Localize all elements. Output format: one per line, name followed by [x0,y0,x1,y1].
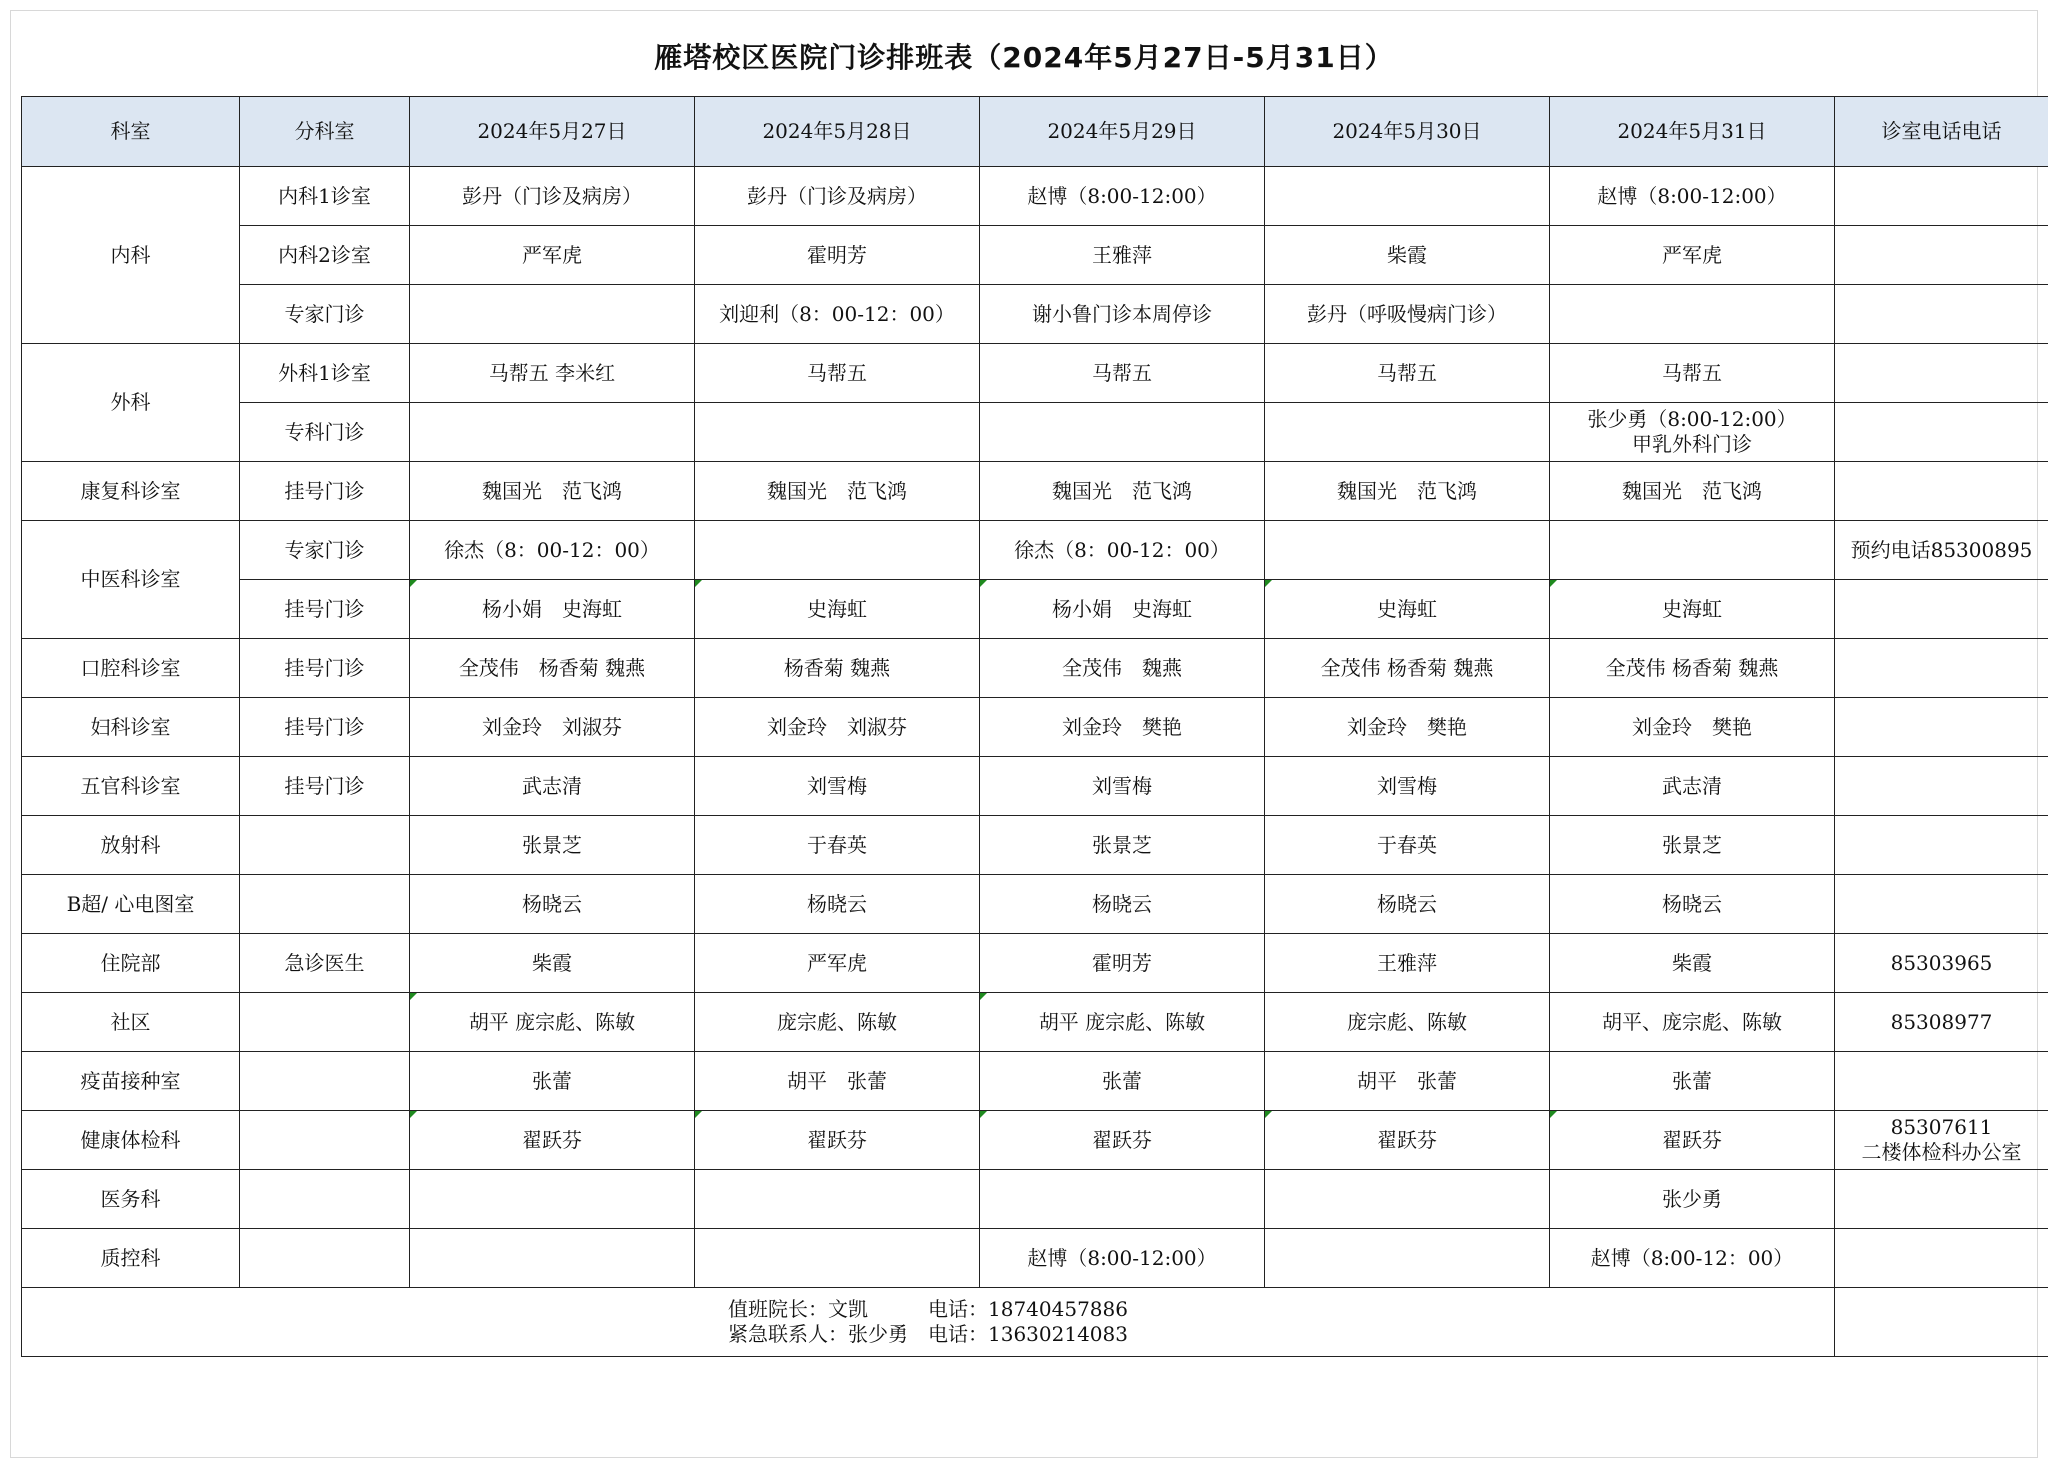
schedule-cell[interactable]: 张蕾 [980,1052,1265,1111]
table-row [22,462,2048,521]
schedule-cell[interactable]: 王雅萍 [980,226,1265,285]
schedule-cell[interactable] [980,1170,1265,1229]
subdept-cell[interactable] [240,1052,410,1111]
schedule-cell[interactable]: 刘金玲 刘淑芬 [695,698,980,757]
table-row [22,816,2048,875]
schedule-cell[interactable]: 彭丹（门诊及病房） [410,167,695,226]
table-row [22,639,2048,698]
schedule-table [21,96,2048,1357]
schedule-cell[interactable]: 刘金玲 樊艳 [1265,698,1550,757]
table-row [22,521,2048,580]
schedule-cell[interactable]: 赵博（8:00-12:00） [1550,167,1835,226]
schedule-cell[interactable]: 严军虎 [410,226,695,285]
schedule-cell[interactable]: 赵博（8:00-12：00） [1550,1229,1835,1288]
schedule-cell[interactable]: 武志清 [1550,757,1835,816]
schedule-cell[interactable]: 史海虹 [1265,580,1550,639]
dept-cell[interactable]: 医务科 [22,1170,240,1229]
subdept-cell[interactable]: 挂号门诊 [240,698,410,757]
schedule-cell[interactable]: 杨小娟 史海虹 [410,580,695,639]
schedule-cell[interactable]: 魏国光 范飞鸿 [1265,462,1550,521]
schedule-cell[interactable]: 徐杰（8：00-12：00） [410,521,695,580]
dept-cell[interactable]: B超/ 心电图室 [22,875,240,934]
schedule-cell[interactable]: 彭丹（呼吸慢病门诊） [1265,285,1550,344]
table-row [22,580,2048,639]
phone-cell[interactable] [1835,344,2048,403]
table-row [22,344,2048,403]
header-subdept[interactable]: 分科室 [240,97,410,167]
schedule-cell[interactable]: 张蕾 [410,1052,695,1111]
schedule-cell[interactable]: 胡平 庞宗彪、陈敏 [980,993,1265,1052]
schedule-cell[interactable]: 刘金玲 刘淑芬 [410,698,695,757]
schedule-cell[interactable]: 张景芝 [410,816,695,875]
cell-line-1: 张少勇（8:00-12:00） [1587,407,1797,431]
schedule-cell[interactable]: 全茂伟 杨香菊 魏燕 [410,639,695,698]
schedule-cell[interactable]: 杨晓云 [695,875,980,934]
schedule-cell[interactable]: 魏国光 范飞鸿 [410,462,695,521]
phone-cell[interactable]: 85303965 [1835,934,2048,993]
schedule-cell[interactable]: 王雅萍 [1265,934,1550,993]
schedule-cell[interactable] [695,403,980,462]
dept-cell[interactable]: 外科 [22,344,240,462]
dept-cell[interactable]: 五官科诊室 [22,757,240,816]
phone-cell[interactable] [1835,639,2048,698]
table-row [22,1111,2048,1170]
schedule-cell[interactable] [695,521,980,580]
table-row [22,167,2048,226]
phone-cell[interactable] [1835,167,2048,226]
phone-cell[interactable]: 预约电话85300895 [1835,521,2048,580]
footer-row [22,1288,2048,1357]
subdept-cell[interactable] [240,875,410,934]
phone-cell[interactable] [1835,462,2048,521]
schedule-cell[interactable] [1550,285,1835,344]
schedule-cell[interactable]: 庞宗彪、陈敏 [695,993,980,1052]
schedule-cell[interactable]: 马帮五 [1265,344,1550,403]
schedule-cell[interactable]: 马帮五 [980,344,1265,403]
schedule-cell[interactable]: 严军虎 [695,934,980,993]
subdept-cell[interactable]: 挂号门诊 [240,639,410,698]
dept-cell[interactable]: 健康体检科 [22,1111,240,1170]
schedule-cell[interactable] [1265,167,1550,226]
schedule-cell[interactable]: 胡平 庞宗彪、陈敏 [410,993,695,1052]
phone-cell[interactable] [1835,1170,2048,1229]
schedule-cell[interactable]: 武志清 [410,757,695,816]
schedule-cell[interactable]: 胡平、庞宗彪、陈敏 [1550,993,1835,1052]
schedule-cell[interactable]: 于春英 [1265,816,1550,875]
schedule-cell[interactable] [410,1170,695,1229]
duty-contact-cell[interactable] [22,1288,1835,1357]
schedule-cell[interactable] [410,1229,695,1288]
schedule-cell[interactable]: 柴霞 [1550,934,1835,993]
header-day-1[interactable]: 2024年5月27日 [410,97,695,167]
subdept-cell[interactable]: 专家门诊 [240,521,410,580]
header-row [22,97,2048,167]
page-title: 雁塔校区医院门诊排班表（2024年5月27日-5月31日） [654,41,1394,74]
schedule-cell[interactable]: 刘雪梅 [980,757,1265,816]
dept-cell[interactable]: 质控科 [22,1229,240,1288]
table-row [22,1170,2048,1229]
phone-cell[interactable] [1835,580,2048,639]
schedule-cell[interactable]: 翟跃芬 [1265,1111,1550,1170]
spreadsheet-page [10,10,2038,1458]
schedule-cell[interactable]: 刘雪梅 [1265,757,1550,816]
table-row [22,934,2048,993]
schedule-cell[interactable]: 霍明芳 [695,226,980,285]
schedule-cell[interactable]: 柴霞 [1265,226,1550,285]
subdept-cell[interactable]: 挂号门诊 [240,580,410,639]
schedule-cell[interactable]: 刘金玲 樊艳 [1550,698,1835,757]
header-day-2[interactable]: 2024年5月28日 [695,97,980,167]
phone-cell[interactable]: 85308977 [1835,993,2048,1052]
subdept-cell[interactable]: 外科1诊室 [240,344,410,403]
dept-cell[interactable]: 中医科诊室 [22,521,240,639]
schedule-cell[interactable]: 刘金玲 樊艳 [980,698,1265,757]
cell-line-1: 85307611 [1890,1115,1993,1139]
schedule-cell[interactable]: 张景芝 [1550,816,1835,875]
schedule-cell[interactable]: 赵博（8:00-12:00） [980,167,1265,226]
schedule-cell[interactable]: 杨晓云 [1265,875,1550,934]
schedule-cell[interactable] [980,403,1265,462]
dept-cell[interactable]: 康复科诊室 [22,462,240,521]
table-row [22,226,2048,285]
phone-cell[interactable] [1835,226,2048,285]
schedule-cell[interactable]: 魏国光 范飞鸿 [980,462,1265,521]
schedule-cell[interactable]: 庞宗彪、陈敏 [1265,993,1550,1052]
schedule-cell[interactable]: 柴霞 [410,934,695,993]
schedule-cell[interactable]: 马帮五 [1550,344,1835,403]
schedule-cell[interactable] [695,1229,980,1288]
subdept-cell[interactable] [240,1170,410,1229]
cell-line-2: 二楼体检科办公室 [1861,1140,2022,1164]
subdept-cell[interactable]: 内科2诊室 [240,226,410,285]
schedule-cell[interactable]: 翟跃芬 [980,1111,1265,1170]
table-row [22,1229,2048,1288]
schedule-cell[interactable]: 胡平 张蕾 [695,1052,980,1111]
schedule-cell[interactable]: 杨小娟 史海虹 [980,580,1265,639]
subdept-cell[interactable]: 挂号门诊 [240,757,410,816]
subdept-cell[interactable]: 内科1诊室 [240,167,410,226]
table-row [22,698,2048,757]
cell-line-2: 甲乳外科门诊 [1632,432,1752,456]
schedule-cell[interactable]: 杨晓云 [410,875,695,934]
dept-cell[interactable]: 内科 [22,167,240,344]
schedule-cell[interactable]: 于春英 [695,816,980,875]
schedule-cell[interactable]: 刘雪梅 [695,757,980,816]
header-phone[interactable]: 诊室电话电话 [1835,97,2048,167]
schedule-cell[interactable]: 杨香菊 魏燕 [695,639,980,698]
schedule-cell[interactable]: 彭丹（门诊及病房） [695,167,980,226]
subdept-cell[interactable] [240,1229,410,1288]
dept-cell[interactable]: 社区 [22,993,240,1052]
subdept-cell[interactable]: 挂号门诊 [240,462,410,521]
schedule-cell[interactable] [410,285,695,344]
schedule-cell[interactable]: 刘迎利（8：00-12：00） [695,285,980,344]
table-row [22,403,2048,462]
phone-cell[interactable] [1835,816,2048,875]
dept-cell[interactable]: 住院部 [22,934,240,993]
subdept-cell[interactable]: 专科门诊 [240,403,410,462]
schedule-cell[interactable]: 张景芝 [980,816,1265,875]
schedule-cell[interactable]: 马帮五 李米红 [410,344,695,403]
phone-cell[interactable] [1835,1111,2048,1170]
schedule-cell[interactable]: 徐杰（8：00-12：00） [980,521,1265,580]
dept-cell[interactable]: 妇科诊室 [22,698,240,757]
phone-cell[interactable] [1835,403,2048,462]
schedule-cell[interactable]: 魏国光 范飞鸿 [1550,462,1835,521]
schedule-cell[interactable]: 翟跃芬 [1550,1111,1835,1170]
schedule-cell[interactable]: 严军虎 [1550,226,1835,285]
phone-cell[interactable] [1835,1229,2048,1288]
header-day-3[interactable]: 2024年5月29日 [980,97,1265,167]
table-row [22,1052,2048,1111]
schedule-cell[interactable] [1265,521,1550,580]
phone-cell[interactable] [1835,757,2048,816]
footer-blank-cell[interactable] [1835,1288,2048,1357]
schedule-cell[interactable]: 翟跃芬 [410,1111,695,1170]
schedule-cell[interactable]: 张蕾 [1550,1052,1835,1111]
schedule-cell[interactable]: 杨晓云 [1550,875,1835,934]
phone-cell[interactable] [1835,698,2048,757]
schedule-cell[interactable]: 张少勇 [1550,1170,1835,1229]
subdept-cell[interactable] [240,993,410,1052]
subdept-cell[interactable] [240,816,410,875]
schedule-cell[interactable] [410,403,695,462]
header-day-5[interactable]: 2024年5月31日 [1550,97,1835,167]
schedule-cell[interactable] [1265,403,1550,462]
table-row [22,285,2048,344]
schedule-cell[interactable] [695,1170,980,1229]
schedule-cell[interactable]: 魏国光 范飞鸿 [695,462,980,521]
schedule-cell[interactable]: 马帮五 [695,344,980,403]
table-row [22,757,2048,816]
schedule-cell[interactable]: 全茂伟 杨香菊 魏燕 [1550,639,1835,698]
duty-director-line: 值班院长：文凯 电话：18740457886 [728,1297,1128,1321]
dept-cell[interactable]: 疫苗接种室 [22,1052,240,1111]
schedule-cell[interactable]: 赵博（8:00-12:00） [980,1229,1265,1288]
schedule-cell[interactable] [1265,1170,1550,1229]
schedule-cell[interactable]: 霍明芳 [980,934,1265,993]
schedule-cell[interactable]: 史海虹 [1550,580,1835,639]
header-dept[interactable]: 科室 [22,97,240,167]
phone-cell[interactable] [1835,285,2048,344]
dept-cell[interactable]: 口腔科诊室 [22,639,240,698]
schedule-cell[interactable]: 胡平 张蕾 [1265,1052,1550,1111]
schedule-cell[interactable]: 翟跃芬 [695,1111,980,1170]
subdept-cell[interactable] [240,1111,410,1170]
schedule-cell[interactable]: 全茂伟 魏燕 [980,639,1265,698]
phone-cell[interactable] [1835,1052,2048,1111]
phone-cell[interactable] [1835,875,2048,934]
schedule-cell[interactable]: 全茂伟 杨香菊 魏燕 [1265,639,1550,698]
schedule-cell[interactable] [1550,521,1835,580]
schedule-cell[interactable]: 谢小鲁门诊本周停诊 [980,285,1265,344]
schedule-cell[interactable] [1265,1229,1550,1288]
dept-cell[interactable]: 放射科 [22,816,240,875]
header-day-4[interactable]: 2024年5月30日 [1265,97,1550,167]
schedule-cell[interactable]: 杨晓云 [980,875,1265,934]
schedule-cell[interactable]: 史海虹 [695,580,980,639]
subdept-cell[interactable]: 急诊医生 [240,934,410,993]
subdept-cell[interactable]: 专家门诊 [240,285,410,344]
table-row [22,993,2048,1052]
schedule-cell[interactable] [1550,403,1835,462]
emergency-contact-line: 紧急联系人：张少勇 电话：13630214083 [728,1322,1128,1346]
table-row [22,875,2048,934]
